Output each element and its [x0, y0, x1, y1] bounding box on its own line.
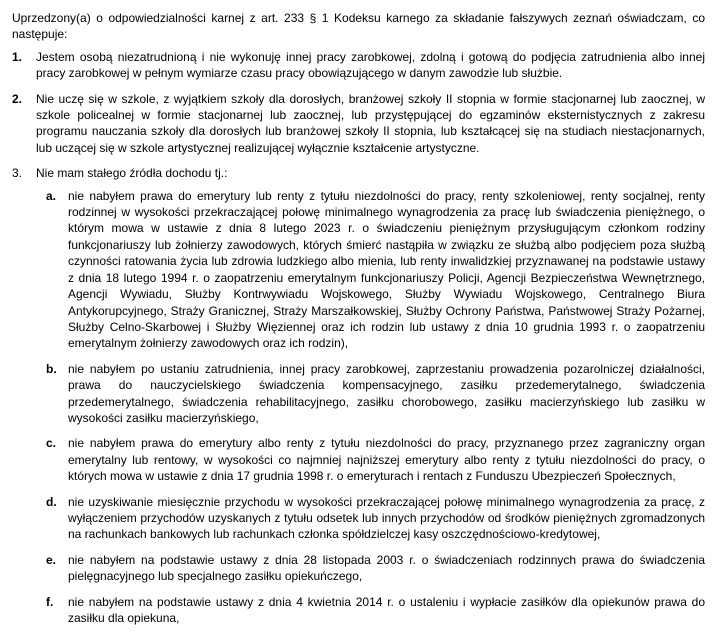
subitem-d [36, 494, 705, 543]
statement-item-2 [12, 91, 705, 157]
intro-statement: Uprzedzony(a) o odpowiedzialności karnej z art. 233 § 1 Kodeksu karnego za składanie fałszywych zeznań oświadczam, co następuje: [12, 11, 705, 42]
item-number: 3. [12, 166, 23, 181]
statement-item-3 [12, 165, 705, 181]
subitem-letter: d. [46, 494, 57, 509]
subitem-e [36, 552, 705, 585]
subitem-text: nie uzyskiwanie miesięcznie przychodu w wysokości przekraczającej połowę minimalnego wynagrodzenia za pracę, z wyłączeniem przychodów uzyskanych z tytułu odsetek lub innych przychodów od środków pieniężnych zgromadzonych na rachunkach bankowych lub rachunkach członka spółdzielczej kasy oszczędnościowo-kredytowej, [68, 494, 705, 542]
subitem-text: nie nabyłem na podstawie ustawy z dnia 28 listopada 2003 r. o świadczeniach rodzinnych prawa do świadczenia pielęgnacyjnego lub specjalnego zasiłku opiekuńczego, [68, 552, 705, 584]
subitem-letter: a. [46, 188, 57, 203]
subitem-letter: f. [46, 594, 54, 609]
document-page [12, 10, 705, 635]
subitem-a [36, 188, 705, 352]
item-text: Nie uczę się w szkole, z wyjątkiem szkoły dla dorosłych, branżowej szkoły II stopnia w formie stacjonarnej lub zaocznej, w szkole policealnej w formie stacjonarnej lub zaocznej, lub przystępującej do egzaminów eksternistycznych z zakresu programu nauczania szkoły dla dorosłych lub branżowej szkoły II stopnia, lub kształcącej się na studiach niestacjonarnych, lub uczącej się w szkole artystycznej realizującej wyłącznie kształcenie artystyczne. [36, 91, 705, 155]
item-number: 2. [12, 91, 23, 106]
item-text: Nie mam stałego źródła dochodu tj.: [36, 166, 228, 181]
subitem-text: nie nabyłem na podstawie ustawy z dnia 4 kwietnia 2014 r. o ustaleniu i wypłacie zasiłków dla opiekunów prawa do zasiłku dla opiekuna, [68, 594, 705, 625]
subitem-c [36, 435, 705, 484]
statement-item-1 [12, 49, 705, 82]
subitem-b [36, 361, 705, 427]
subitem-text: nie nabyłem prawa do emerytury lub renty z tytułu niezdolności do pracy, renty szkoleniowej, renty socjalnej, renty rodzinnej w wysokości przekraczającej połowę minimalnego wynagrodzenia za pracę lub świadczenia pieniężnego, o którym mowa w ustawie z dnia 8 lutego 2023 r. o świadczeniu pieniężnym przysługującym członkom rodziny funkcjonariuszy lub żołnierzy zawodowych, których śmierć nastąpiła w związku ze służbą albo podjęciem poza służbą czynności ratowania życia lub zdrowia ludzkiego albo mienia, lub renty inwalidzkiej przyznawanej na podstawie ustawy z dnia 18 lutego 1994 r. o zaopatrzeniu emerytalnym funkcjonariuszy Policji, Agencji Bezpieczeństwa Wewnętrznego, Agencji Wywiadu, Służby Kontrwywiadu Wojskowego, Służby Wywiadu Wojskowego, Centralnego Biura Antykorupcyjnego, Straży Granicznej, Straży Marszałkowskiej, Służby Ochrony Państwa, Państwowej Straży Pożarnej, Służby Celno-Skarbowej i Służby Więziennej oraz ich rodzin lub ustawy z dnia 10 grudnia 1993 r. o zaopatrzeniu emerytalnym żołnierzy zawodowych oraz ich rodzin), [68, 188, 705, 351]
subitem-text: nie nabyłem po ustaniu zatrudnienia, innej pracy zarobkowej, zaprzestaniu prowadzenia pozarolniczej działalności, prawa do nauczycielskiego świadczenia kompensacyjnego, zasiłku przedemerytalnego, świadczenia przedemerytalnego, świadczenia rehabilitacyjnego, zasiłku chorobowego, zasiłku macierzyńskiego lub zasiłku w wysokości zasiłku macierzyńskiego, [68, 361, 705, 425]
subitem-letter: e. [46, 552, 57, 567]
subitem-f [36, 594, 705, 627]
item-text: Jestem osobą niezatrudnioną i nie wykonuję innej pracy zarobkowej, zdolną i gotową do podjęcia zatrudnienia albo innej pracy zarobkowej w pełnym wymiarze czasu pracy obowiązującego w danym zawodzie lub służbie. [36, 49, 705, 81]
subitem-letter: b. [46, 361, 57, 376]
subitem-letter: c. [46, 436, 57, 451]
subitem-text: nie nabyłem prawa do emerytury albo renty z tytułu niezdolności do pracy, przyznanego przez zagraniczny organ emerytalny lub rentowy, w wysokości co najmniej najniższej emerytury albo renty z tytułu niezdolności do pracy, o których mowa w ustawie z dnia 17 grudnia 1998 r. o emeryturach i rentach z Funduszu Ubezpieczeń Społecznych, [68, 436, 705, 484]
item-number: 1. [12, 49, 23, 64]
